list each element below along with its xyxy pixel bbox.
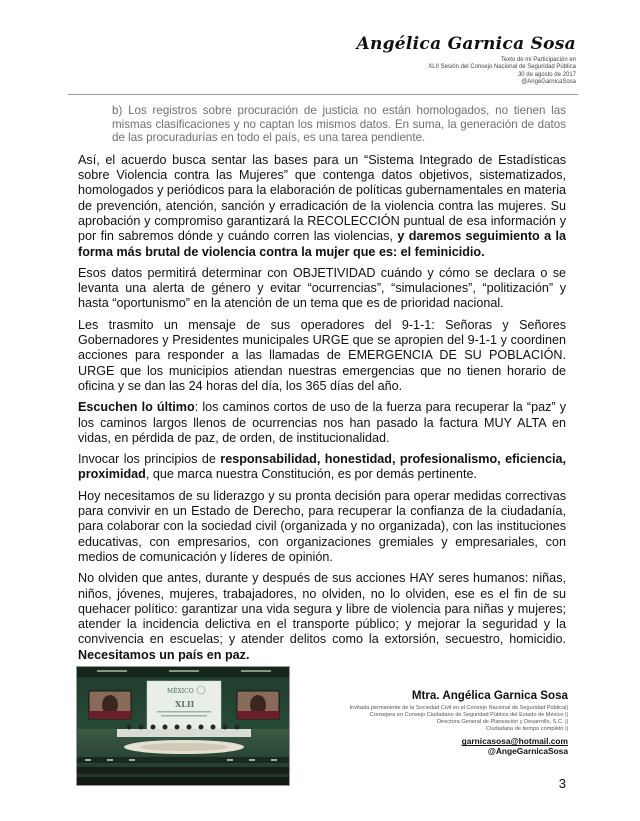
signature-role: Directora General de Planeación y Desarrollo, S.C. || — [437, 719, 568, 726]
paragraph — [78, 571, 566, 663]
paragraph-bold-text: responsabilidad, honestidad, profesionalismo, eficiencia, proximidad — [78, 452, 566, 482]
paragraph-bold-text: Escuchen lo último — [78, 400, 195, 415]
quoted-paragraph: b) Los registros sobre procuración de justicia no están homologados, no tienen las mismas clasificaciones y no captan los mismos datos. En suma, la generación de datos de las procuradurías en todo el país, es una tarea pendiente. — [112, 104, 566, 145]
document-header — [356, 34, 576, 87]
signature-block — [350, 689, 568, 756]
email-link[interactable]: garnicasosa@hotmail.com — [461, 736, 568, 747]
document-body — [78, 104, 566, 690]
header-divider — [68, 94, 578, 95]
social-handle: @AngeGarnicaSosa — [487, 746, 568, 757]
paragraph-text: No olviden que antes, durante y después de sus acciones HAY seres humanos: niñas, niños, jóvenes, mujeres, trabajadores, no olviden, no lo olviden, ese es el fin de su quehacer político: garantizar una vida segura y libre de violencia para niñas y mujeres; atender la incidencia delictiva en el transporte público; y mejorar la seguridad y la convivencia en escuelas; y atender delitos como la extorsión, secuestro, homicidio. — [78, 571, 566, 647]
paragraph — [78, 400, 566, 446]
header-meta-line: @AngeGarnicaSosa — [521, 79, 576, 86]
signature-name: Mtra. Angélica Garnica Sosa — [411, 689, 568, 702]
paragraph-bold-text: Necesitamos un país en paz. — [78, 647, 250, 662]
event-photo — [76, 666, 290, 786]
signature-role: Ciudadana de tiempo completo || — [486, 726, 568, 733]
paragraph: Les trasmito un mensaje de sus operadores del 9-1-1: Señoras y Señores Gobernadores y Presidentes municipales URGE que se apropien del 9-1-1 y coordinen acciones para responder a las llamadas de EMERGENCIA DE SU POBLACIÓN. URGE que los municipios atiendan nuestras emergencias que no tienen horario de oficina y se dan las 24 horas del día, los 365 días del año. — [78, 317, 566, 393]
paragraph: Esos datos permitirá determinar con OBJETIVIDAD cuándo y cómo se declara o se levanta una alerta de género y evitar “ocurrencias”, “simulaciones”, “politización” y hasta “oportunismo” en la atención de un tema que es de prioridad nacional. — [78, 265, 566, 311]
author-name: Angélica Garnica Sosa — [356, 34, 576, 54]
paragraph-bold-text: y daremos seguimiento a la forma más brutal de violencia contra la mujer que es: el feminicidio. — [78, 229, 566, 259]
paragraph-text: Así, el acuerdo busca sentar las bases para un “Sistema Integrado de Estadísticas sobre Violencia contra las Mujeres” que contenga datos objetivos, sistematizados, homologados y periódicos para la elaboración de políticas gubernamentales en materia de prevención, atención, sanción y erradicación de la violencia contra las mujeres. Su aprobación y compromiso garantizará la RECOLECCIÓN puntual de esa información y por fin sabremos dónde y cuándo corren las violencias, — [78, 152, 566, 244]
banner-session: XLII — [175, 699, 195, 709]
signature-role: Consejera en Consejo Ciudadano de Seguridad Pública del Estado de México || — [369, 712, 568, 719]
paragraph-text: Invocar los principios de — [78, 452, 221, 467]
banner-country: MÉXICO — [167, 688, 194, 695]
header-meta-line: XLII Sesión del Consejo Nacional de Seguridad Pública — [428, 64, 576, 71]
header-meta-line: 30 de agosto de 2017 — [517, 71, 576, 78]
event-photo-illustration — [77, 667, 290, 786]
paragraph-text: : los caminos cortos de uso de la fuerza para recuperar la “paz” y los caminos largos llenos de ocurrencias nos han pasado la factura MUY ALTA en vidas, en pérdida de paz, de orden, de institucionalidad. — [78, 400, 567, 445]
signature-role: Invitada permanente de la Sociedad Civil en el Consejo Nacional de Seguridad Pública|| — [349, 705, 568, 711]
header-meta-line: Texto de mi Participación en — [500, 57, 576, 63]
paragraph — [78, 153, 566, 260]
paragraph — [78, 452, 566, 483]
page-number: 3 — [558, 776, 566, 791]
paragraph-text: , que marca nuestra Constitución, es por demás pertinente. — [145, 467, 478, 482]
header-meta — [356, 57, 576, 87]
paragraph: Hoy necesitamos de su liderazgo y su pronta decisión para operar medidas correctivas para convivir en un Estado de Derecho, para recuperar la confianza de la ciudadanía, para colaborar con la sociedad civil (organizada y no organizada), con las instituciones educativas, con empresarios, con organizaciones gremiales y empresariales, con medios de comunicación y líderes de opinión. — [78, 488, 566, 564]
